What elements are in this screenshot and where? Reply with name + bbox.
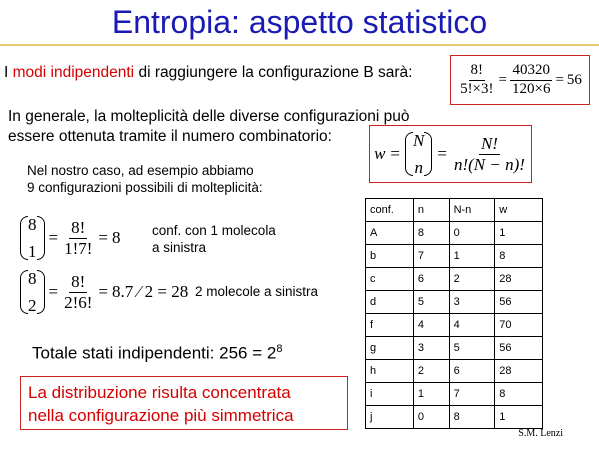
general-line-b: essere ottenuta tramite il numero combinatorio:	[8, 128, 332, 145]
table-row	[366, 268, 543, 291]
conclusion-line-b: nella configurazione più simmetrica	[28, 406, 294, 425]
page-title: Entropia: aspetto statistico	[111, 4, 488, 40]
line-modi-indipendenti	[4, 64, 412, 82]
conclusion-box	[20, 376, 348, 430]
table-cell: 1	[495, 406, 543, 429]
table-cell: g	[366, 337, 414, 360]
fraction	[62, 219, 94, 258]
conclusion-line-a: La distribuzione risulta concentrata	[28, 383, 291, 402]
table-row	[366, 406, 543, 429]
total-states	[32, 343, 282, 364]
formula-lhs-w: w	[374, 144, 386, 163]
binomial-bottom: n	[414, 158, 423, 177]
binomial-bottom: 2	[28, 296, 37, 315]
table-cell: 5	[413, 291, 449, 314]
fraction-8-over-5-3	[458, 63, 495, 98]
table-cell: 5	[449, 337, 495, 360]
table-cell: 4	[449, 314, 495, 337]
table-row	[366, 314, 543, 337]
table-cell: f	[366, 314, 414, 337]
fraction-denominator: 2!6!	[64, 292, 93, 312]
total-exponent: 8	[276, 343, 283, 355]
binomial-8-choose-1	[20, 216, 121, 260]
formula-box-config-b	[450, 55, 590, 105]
formula-result: 56	[566, 71, 582, 88]
table-cell: 4	[413, 314, 449, 337]
fraction-denominator: 5!×3!	[460, 80, 494, 97]
binomial-bottom: 1	[28, 242, 37, 261]
description-line-a: conf. con 1 molecola	[152, 223, 276, 238]
general-line-a: In generale, la molteplicità delle diverse configurazioni può	[8, 108, 410, 125]
table-cell: i	[366, 383, 414, 406]
table-cell: j	[366, 406, 414, 429]
table-cell: 3	[413, 337, 449, 360]
binomial-1-description	[152, 222, 276, 256]
description-line-b: a sinistra	[152, 240, 207, 255]
table-cell: 56	[495, 337, 543, 360]
table-cell: 6	[413, 268, 449, 291]
example-line-b: 9 configurazioni possibili di molteplicità:	[27, 180, 263, 195]
total-text: Totale stati indipendenti: 256 = 2	[32, 343, 277, 363]
equals-sign: =	[98, 282, 109, 301]
table-cell: 0	[413, 406, 449, 429]
configurations-table	[365, 198, 543, 429]
binomial-2-description: 2 molecole a sinistra	[195, 284, 319, 299]
table-cell: 6	[449, 360, 495, 383]
table-cell: 1	[413, 383, 449, 406]
binomial-n-choose-n	[405, 132, 432, 176]
equals-sign: =	[555, 71, 564, 88]
binomial-top: N	[413, 131, 425, 150]
fraction-denominator: 120×6	[511, 80, 551, 97]
table-header-cell: N-n	[449, 199, 495, 222]
table-cell: 70	[495, 314, 543, 337]
table-cell: 2	[413, 360, 449, 383]
binomial	[20, 216, 45, 260]
fraction-denominator: n!(N − n)!	[453, 154, 525, 174]
table-cell: A	[366, 222, 414, 245]
table-cell: d	[366, 291, 414, 314]
table-cell: 7	[449, 383, 495, 406]
fraction-numerator: 8!	[71, 217, 86, 237]
fraction-numerator: 8!	[71, 271, 86, 291]
fraction-factorials	[452, 135, 527, 174]
table-cell: 28	[495, 268, 543, 291]
fraction-numerator: N!	[480, 133, 498, 153]
table-cell: 8	[495, 383, 543, 406]
table-row	[366, 222, 543, 245]
table-row	[366, 291, 543, 314]
table-row	[366, 245, 543, 268]
table-cell: h	[366, 360, 414, 383]
table-header-cell: w	[495, 199, 543, 222]
fraction-numerator: 40320	[510, 63, 552, 81]
table-row	[366, 337, 543, 360]
fraction-numerator: 8!	[469, 63, 486, 81]
table-cell: c	[366, 268, 414, 291]
binomial	[20, 270, 45, 314]
example-paragraph	[27, 162, 263, 196]
equals-sign: =	[48, 282, 59, 301]
fraction	[62, 273, 94, 312]
binomial-result: 8.7 ⁄ 2 = 28	[112, 282, 189, 301]
table-header-row	[366, 199, 543, 222]
line1-highlight: modi indipendenti	[12, 64, 135, 81]
table-cell: 1	[449, 245, 495, 268]
fraction-40320-over-720	[510, 63, 552, 98]
formula-box-combinatorial	[369, 125, 532, 183]
title-divider	[0, 44, 599, 46]
equals-sign: =	[498, 71, 507, 88]
table-row	[366, 383, 543, 406]
equals-sign: =	[98, 228, 109, 247]
fraction-denominator: 1!7!	[64, 238, 93, 258]
table-cell: 28	[495, 360, 543, 383]
table-cell: b	[366, 245, 414, 268]
binomial-8-choose-2	[20, 270, 188, 314]
author-signature: S.M. Lenzi	[518, 428, 563, 439]
table-header-cell: n	[413, 199, 449, 222]
table-cell: 0	[449, 222, 495, 245]
table-cell: 3	[449, 291, 495, 314]
table-body	[366, 199, 543, 429]
table-cell: 7	[413, 245, 449, 268]
equals-sign: =	[390, 144, 401, 163]
table-cell: 2	[449, 268, 495, 291]
table-cell: 8	[413, 222, 449, 245]
table-cell: 8	[449, 406, 495, 429]
example-line-a: Nel nostro caso, ad esempio abbiamo	[27, 163, 254, 178]
line1-prefix: I	[4, 64, 13, 81]
binomial-top: 8	[28, 269, 37, 288]
table-header-cell: conf.	[366, 199, 414, 222]
binomial-result: 8	[112, 228, 121, 247]
line1-suffix: di raggiungere la configurazione B sarà:	[134, 64, 413, 81]
equals-sign: =	[48, 228, 59, 247]
equals-sign: =	[437, 144, 447, 163]
table-row	[366, 360, 543, 383]
table-cell: 8	[495, 245, 543, 268]
general-paragraph	[8, 107, 410, 147]
binomial-top: 8	[28, 215, 37, 234]
table-cell: 56	[495, 291, 543, 314]
table-cell: 1	[495, 222, 543, 245]
